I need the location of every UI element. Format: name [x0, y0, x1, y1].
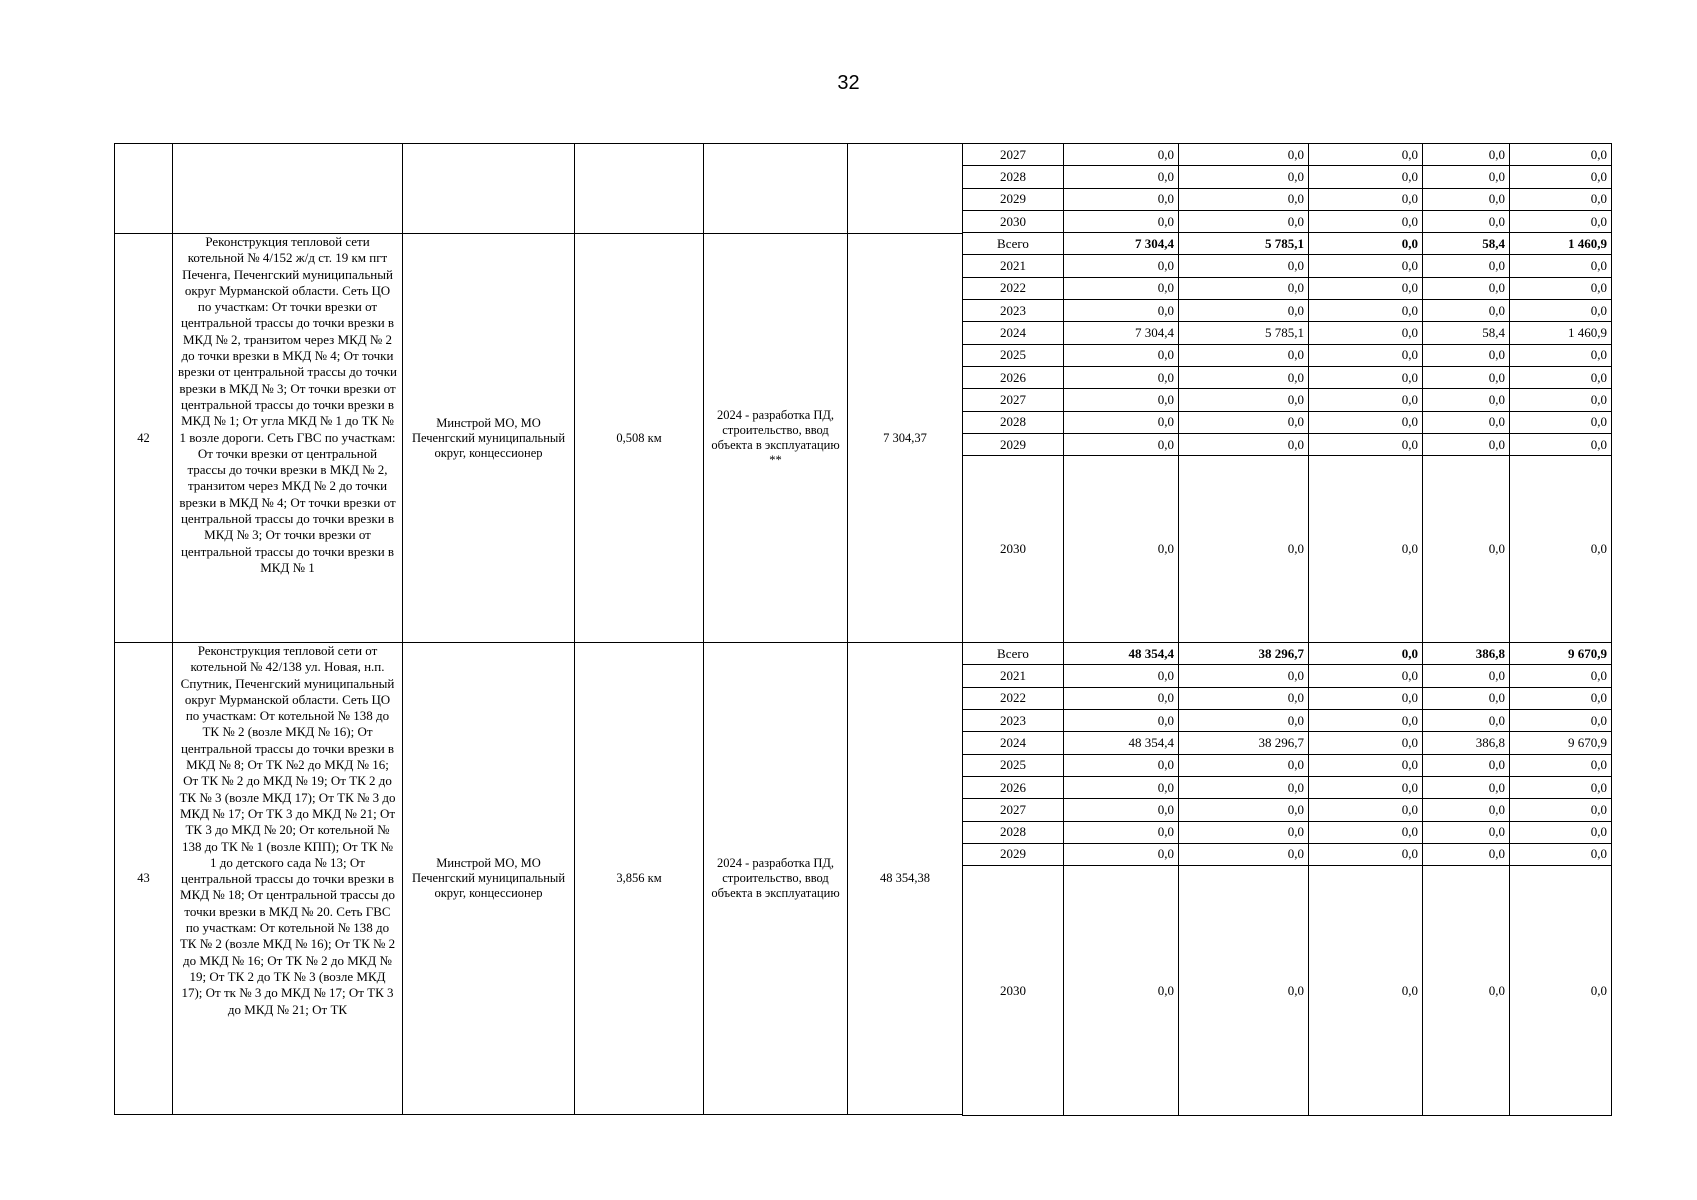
- amount-cell: 0,0: [1179, 687, 1309, 709]
- amount-cell: 0,0: [1309, 732, 1423, 754]
- amount-cell: 0,0: [1064, 866, 1179, 1116]
- amount-cell: 0,0: [1510, 687, 1612, 709]
- year-cell: 2028: [963, 821, 1064, 843]
- funding-row: [963, 821, 1612, 843]
- year-cell: 2021: [963, 255, 1064, 277]
- description-cell: [173, 144, 403, 234]
- amount-cell: 9 670,9: [1510, 732, 1612, 754]
- project-description: Реконструкция тепловой сети от котельной № 42/138 ул. Новая, н.п. Спутник, Печенгский муниципальный округ Мурманской области. Сеть ЦО по участкам: От котельной № 138 до ТК № 2 (возле МКД № 16); От центральной трассы до точки врезки в МКД № 8; От ТК №2 до МКД № 16; От ТК № 2 до МКД № 19; От ТК 2 до ТК № 3 (возле МКД 17); От ТК № 3 до МКД № 17; От ТК 3 до МКД № 21; От ТК 3 до МКД № 20; От котельной № 138 до ТК № 1 (возле КПП); От ТК № 1 до детского сада № 13; От центральной трассы до точки врезки в МКД № 18; От центральной трассы до точки врезки в МКД № 20. Сеть ГВС по участкам: От котельной № 138 до ТК № 2 (возле МКД № 16); От ТК № 2 до МКД № 16; От ТК № 2 до МКД № 19; От ТК 2 до ТК № 3 (возле МКД 17); От тк № 3 до МКД № 17; От ТК 3 до МКД № 21; От ТК: [173, 643, 403, 1115]
- responsible-cell: [403, 144, 575, 234]
- funding-row: [963, 456, 1612, 643]
- amount-cell: 0,0: [1309, 643, 1423, 665]
- amount-cell: 0,0: [1510, 210, 1612, 232]
- funding-row: [963, 233, 1612, 255]
- amount-cell: 0,0: [1064, 456, 1179, 643]
- year-cell: 2029: [963, 843, 1064, 865]
- amount-cell: 0,0: [1064, 433, 1179, 455]
- amount-cell: 0,0: [1064, 821, 1179, 843]
- amount-cell: 0,0: [1423, 366, 1510, 388]
- amount-cell: 0,0: [1179, 665, 1309, 687]
- amount-cell: 0,0: [1309, 665, 1423, 687]
- amount-cell: 0,0: [1510, 754, 1612, 776]
- funding-row: [963, 277, 1612, 299]
- funding-row: [963, 799, 1612, 821]
- amount-cell: 0,0: [1179, 776, 1309, 798]
- amount-cell: 0,0: [1423, 389, 1510, 411]
- amount-cell: 0,0: [1064, 710, 1179, 732]
- amount-cell: 0,0: [1510, 366, 1612, 388]
- amount-cell: 0,0: [1423, 166, 1510, 188]
- amount-cell: 58,4: [1423, 322, 1510, 344]
- amount-cell: 0,0: [1423, 300, 1510, 322]
- funding-row: [963, 366, 1612, 388]
- funding-row: [963, 866, 1612, 1116]
- amount-cell: 1 460,9: [1510, 233, 1612, 255]
- amount-cell: 0,0: [1179, 188, 1309, 210]
- amount-cell: 0,0: [1309, 866, 1423, 1116]
- project-info-table: [114, 143, 963, 1115]
- amount-cell: 0,0: [1309, 389, 1423, 411]
- amount-cell: 0,0: [1423, 411, 1510, 433]
- amount-cell: 0,0: [1064, 277, 1179, 299]
- stages-cell: [704, 144, 848, 234]
- funding-row: [963, 665, 1612, 687]
- amount-cell: 0,0: [1510, 665, 1612, 687]
- amount-cell: 0,0: [1179, 456, 1309, 643]
- amount-cell: 0,0: [1510, 300, 1612, 322]
- project-number: 42: [115, 234, 173, 643]
- amount-cell: 0,0: [1510, 344, 1612, 366]
- amount-cell: 0,0: [1510, 255, 1612, 277]
- amount-cell: 0,0: [1423, 866, 1510, 1116]
- amount-cell: 0,0: [1510, 821, 1612, 843]
- funding-row: [963, 687, 1612, 709]
- amount-cell: 0,0: [1423, 665, 1510, 687]
- amount-cell: 0,0: [1064, 776, 1179, 798]
- funding-row: [963, 776, 1612, 798]
- amount-cell: 5 785,1: [1179, 233, 1309, 255]
- amount-cell: 0,0: [1309, 277, 1423, 299]
- amount-cell: 0,0: [1423, 687, 1510, 709]
- amount-cell: 0,0: [1510, 277, 1612, 299]
- amount-cell: 0,0: [1064, 366, 1179, 388]
- year-cell: 2030: [963, 456, 1064, 643]
- amount-cell: 7 304,4: [1064, 322, 1179, 344]
- year-cell: 2028: [963, 411, 1064, 433]
- amount-cell: 0,0: [1179, 866, 1309, 1116]
- amount-cell: 9 670,9: [1510, 643, 1612, 665]
- amount-cell: 0,0: [1309, 233, 1423, 255]
- amount-cell: 0,0: [1423, 456, 1510, 643]
- amount-cell: 58,4: [1423, 233, 1510, 255]
- amount-cell: 0,0: [1510, 843, 1612, 865]
- amount-cell: 0,0: [1064, 210, 1179, 232]
- amount-cell: 0,0: [1423, 799, 1510, 821]
- project-responsible: Минстрой МО, МО Печенгский муниципальный округ, концессионер: [403, 643, 575, 1115]
- funding-row: [963, 433, 1612, 455]
- year-cell: 2026: [963, 366, 1064, 388]
- amount-cell: 0,0: [1510, 166, 1612, 188]
- amount-cell: 0,0: [1309, 300, 1423, 322]
- amount-cell: 386,8: [1423, 643, 1510, 665]
- amount-cell: 0,0: [1309, 188, 1423, 210]
- project-number: 43: [115, 643, 173, 1115]
- amount-cell: 0,0: [1179, 433, 1309, 455]
- amount-cell: 0,0: [1309, 776, 1423, 798]
- funding-row: [963, 643, 1612, 665]
- amount-cell: 0,0: [1309, 166, 1423, 188]
- year-cell: 2023: [963, 300, 1064, 322]
- page-number: 32: [837, 72, 860, 94]
- year-cell: 2027: [963, 144, 1064, 166]
- year-cell: 2030: [963, 866, 1064, 1116]
- amount-cell: 0,0: [1510, 433, 1612, 455]
- amount-cell: 0,0: [1064, 754, 1179, 776]
- amount-cell: 0,0: [1064, 687, 1179, 709]
- amount-cell: 7 304,4: [1064, 233, 1179, 255]
- year-cell: 2026: [963, 776, 1064, 798]
- amount-cell: 38 296,7: [1179, 643, 1309, 665]
- amount-cell: 0,0: [1510, 389, 1612, 411]
- amount-cell: 0,0: [1423, 144, 1510, 166]
- amount-cell: 0,0: [1309, 433, 1423, 455]
- project-length: 0,508 км: [575, 234, 704, 643]
- amount-cell: 0,0: [1423, 277, 1510, 299]
- number-cell: [115, 144, 173, 234]
- year-cell: 2024: [963, 732, 1064, 754]
- funding-row: [963, 710, 1612, 732]
- cost-cell: [848, 144, 963, 234]
- amount-cell: 5 785,1: [1179, 322, 1309, 344]
- amount-cell: 0,0: [1179, 821, 1309, 843]
- amount-cell: 0,0: [1510, 411, 1612, 433]
- amount-cell: 0,0: [1179, 255, 1309, 277]
- amount-cell: 0,0: [1510, 144, 1612, 166]
- amount-cell: 0,0: [1309, 710, 1423, 732]
- funding-row: [963, 411, 1612, 433]
- amount-cell: 0,0: [1179, 799, 1309, 821]
- amount-cell: 0,0: [1179, 366, 1309, 388]
- project-length: 3,856 км: [575, 643, 704, 1115]
- amount-cell: 0,0: [1064, 144, 1179, 166]
- amount-cell: 0,0: [1064, 188, 1179, 210]
- project-row-42: [115, 234, 963, 643]
- funding-row: [963, 389, 1612, 411]
- amount-cell: 0,0: [1179, 344, 1309, 366]
- amount-cell: 0,0: [1423, 188, 1510, 210]
- funding-row: [963, 344, 1612, 366]
- amount-cell: 0,0: [1510, 188, 1612, 210]
- amount-cell: 48 354,4: [1064, 732, 1179, 754]
- amount-cell: 0,0: [1179, 389, 1309, 411]
- amount-cell: 0,0: [1309, 255, 1423, 277]
- amount-cell: 386,8: [1423, 732, 1510, 754]
- amount-cell: 0,0: [1179, 300, 1309, 322]
- project-responsible: Минстрой МО, МО Печенгский муниципальный округ, концессионер: [403, 234, 575, 643]
- amount-cell: 0,0: [1179, 843, 1309, 865]
- year-cell: 2025: [963, 754, 1064, 776]
- year-cell: 2028: [963, 166, 1064, 188]
- amount-cell: 0,0: [1510, 710, 1612, 732]
- amount-cell: 0,0: [1179, 754, 1309, 776]
- amount-cell: 0,0: [1309, 344, 1423, 366]
- funding-row: [963, 188, 1612, 210]
- amount-cell: 1 460,9: [1510, 322, 1612, 344]
- amount-cell: 0,0: [1179, 277, 1309, 299]
- amount-cell: 0,0: [1510, 776, 1612, 798]
- amount-cell: 0,0: [1309, 456, 1423, 643]
- amount-cell: 0,0: [1064, 300, 1179, 322]
- amount-cell: 0,0: [1064, 344, 1179, 366]
- amount-cell: 0,0: [1309, 754, 1423, 776]
- funding-row: [963, 166, 1612, 188]
- amount-cell: 0,0: [1309, 799, 1423, 821]
- year-cell: 2027: [963, 799, 1064, 821]
- amount-cell: 0,0: [1510, 866, 1612, 1116]
- project-cost: 48 354,38: [848, 643, 963, 1115]
- funding-row: [963, 300, 1612, 322]
- amount-cell: 0,0: [1423, 710, 1510, 732]
- amount-cell: 0,0: [1179, 166, 1309, 188]
- amount-cell: 0,0: [1309, 843, 1423, 865]
- amount-cell: 0,0: [1423, 433, 1510, 455]
- length-cell: [575, 144, 704, 234]
- year-cell: 2027: [963, 389, 1064, 411]
- year-cell: Всего: [963, 643, 1064, 665]
- year-cell: 2029: [963, 188, 1064, 210]
- year-cell: 2030: [963, 210, 1064, 232]
- amount-cell: 0,0: [1064, 411, 1179, 433]
- funding-row: [963, 754, 1612, 776]
- amount-cell: 48 354,4: [1064, 643, 1179, 665]
- amount-cell: 0,0: [1179, 710, 1309, 732]
- continuation-row: [115, 144, 963, 234]
- amount-cell: 0,0: [1064, 799, 1179, 821]
- project-description: Реконструкция тепловой сети котельной № 4/152 ж/д ст. 19 км пгт Печенга, Печенгский муниципальный округ Мурманской области. Сеть ЦО по участкам: От точки врезки от центральной трассы до точки врезки в МКД № 2, транзитом через МКД № 2 до точки врезки в МКД № 4; От точки врезки от центральной трассы до точки врезки в МКД № 3; От точки врезки от центральной трассы до точки врезки в МКД № 1; От угла МКД № 1 до ТК № 1 возле дороги. Сеть ГВС по участкам: От точки врезки от центральной трассы до точки врезки в МКД № 2, транзитом через МКД № 2 до точки врезки в МКД № 4; От точки врезки от центральной трассы до точки врезки в МКД № 3; От точки врезки от центральной трассы до точки врезки в МКД № 1: [173, 234, 403, 643]
- amount-cell: 0,0: [1309, 687, 1423, 709]
- amount-cell: 0,0: [1423, 821, 1510, 843]
- year-cell: 2022: [963, 277, 1064, 299]
- amount-cell: 0,0: [1309, 821, 1423, 843]
- funding-row: [963, 322, 1612, 344]
- amount-cell: 0,0: [1064, 389, 1179, 411]
- amount-cell: 0,0: [1309, 322, 1423, 344]
- year-cell: 2021: [963, 665, 1064, 687]
- project-cost: 7 304,37: [848, 234, 963, 643]
- project-row-43: [115, 643, 963, 1115]
- funding-row: [963, 843, 1612, 865]
- project-stages: 2024 - разработка ПД, строительство, ввод объекта в эксплуатацию **: [704, 234, 848, 643]
- amount-cell: 0,0: [1510, 799, 1612, 821]
- funding-row: [963, 210, 1612, 232]
- funding-row: [963, 255, 1612, 277]
- amount-cell: 38 296,7: [1179, 732, 1309, 754]
- amount-cell: 0,0: [1423, 843, 1510, 865]
- amount-cell: 0,0: [1309, 366, 1423, 388]
- year-cell: 2024: [963, 322, 1064, 344]
- amount-cell: 0,0: [1309, 411, 1423, 433]
- year-cell: 2029: [963, 433, 1064, 455]
- amount-cell: 0,0: [1064, 843, 1179, 865]
- amount-cell: 0,0: [1179, 411, 1309, 433]
- year-cell: 2023: [963, 710, 1064, 732]
- amount-cell: 0,0: [1423, 210, 1510, 232]
- year-cell: 2022: [963, 687, 1064, 709]
- amount-cell: 0,0: [1309, 144, 1423, 166]
- year-cell: Всего: [963, 233, 1064, 255]
- amount-cell: 0,0: [1064, 255, 1179, 277]
- funding-row: [963, 732, 1612, 754]
- amount-cell: 0,0: [1423, 255, 1510, 277]
- project-stages: 2024 - разработка ПД, строительство, ввод объекта в эксплуатацию: [704, 643, 848, 1115]
- amount-cell: 0,0: [1064, 166, 1179, 188]
- amount-cell: 0,0: [1423, 754, 1510, 776]
- funding-row: [963, 144, 1612, 166]
- amount-cell: 0,0: [1423, 776, 1510, 798]
- amount-cell: 0,0: [1179, 144, 1309, 166]
- year-cell: 2025: [963, 344, 1064, 366]
- amount-cell: 0,0: [1423, 344, 1510, 366]
- amount-cell: 0,0: [1179, 210, 1309, 232]
- amount-cell: 0,0: [1309, 210, 1423, 232]
- amount-cell: 0,0: [1510, 456, 1612, 643]
- amount-cell: 0,0: [1064, 665, 1179, 687]
- funding-table: [962, 143, 1612, 1116]
